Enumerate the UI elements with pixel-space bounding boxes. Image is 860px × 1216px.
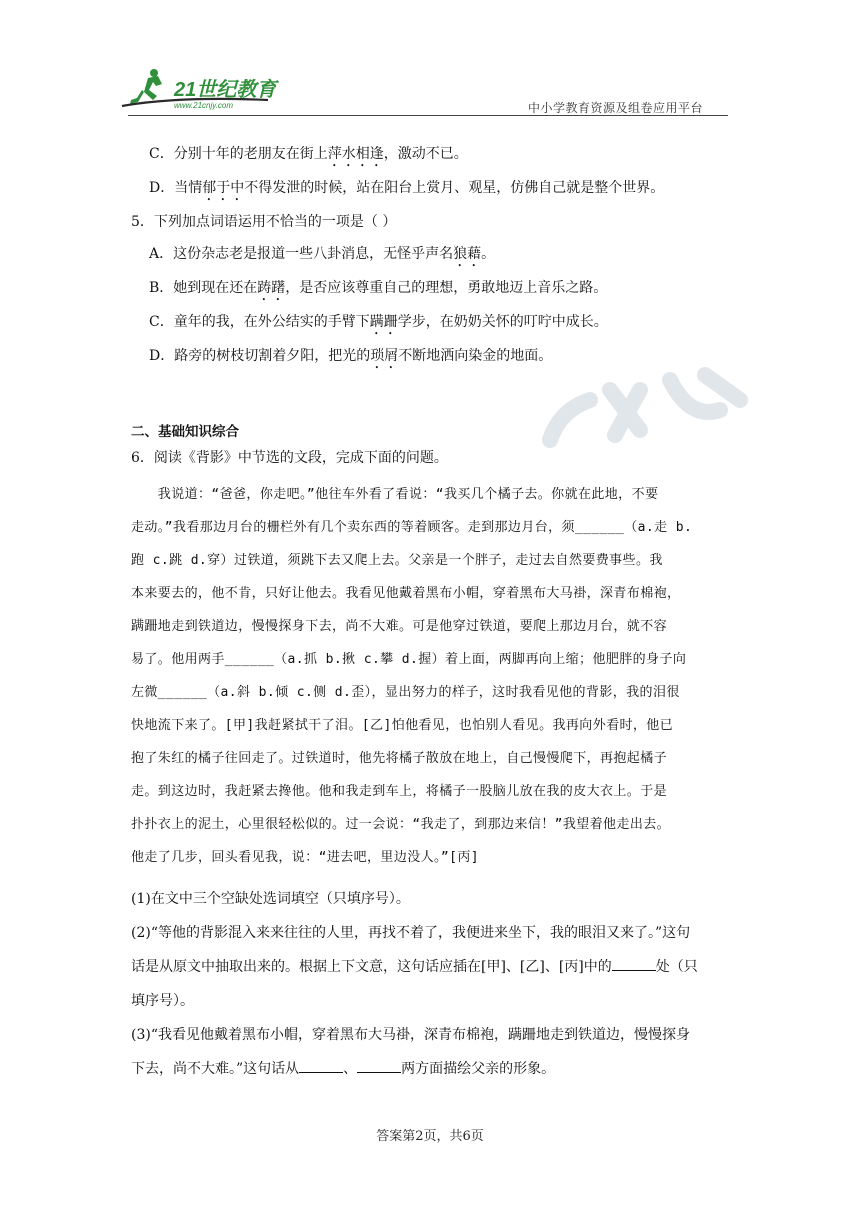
passage-line: 快地流下来了。[甲]我赶紧拭干了泪。[乙]怕他看见，也怕别人看见。我再向外看时，他已 xyxy=(131,718,674,733)
passage-line: 他走了几步，回头看见我，说：“进去吧，里边没人。”[丙] xyxy=(131,850,480,865)
q5-stem: 5．下列加点词语运用不恰当的一项是（ ） xyxy=(131,214,397,230)
answer-blank[interactable] xyxy=(357,1060,401,1073)
watermark-graphic xyxy=(520,360,760,460)
passage-line: 左微______（a.斜 b.倾 c.侧 d.歪），显出努力的样子，这时我看见他的背影，我的泪很 xyxy=(131,685,680,700)
logo-url: www.21cnjy.com xyxy=(174,101,233,110)
passage-line: 跑 c.跳 d.穿）过铁道，须跳下去又爬上去。父亲是一个胖子，走过去自然要费事些。我 xyxy=(131,553,663,568)
dotted-term: 琐屑 xyxy=(370,348,399,364)
passage-line: 走。到这边时，我赶紧去搀他。他和我走到车上，将橘子一股脑儿放在我的皮大衣上。于是 xyxy=(131,784,668,799)
passage-line: 走动。”我看那边月台的栅栏外有几个卖东西的等着顾客。走到那边月台，须______（a.走 b. xyxy=(131,520,693,535)
dotted-term: 萍水相逢 xyxy=(327,146,384,162)
platform-name: 中小学教育资源及组卷应用平台 xyxy=(528,101,704,115)
answer-blank[interactable] xyxy=(299,1060,343,1073)
q6-sub3-line1: (3)“我看见他戴着黑布小帽，穿着黑布大马褂，深青布棉袍，蹒跚地走到铁道边，慢慢探身 xyxy=(131,1027,690,1043)
q6-sub1: (1)在文中三个空缺处选词填空（只填序号）。 xyxy=(131,891,410,907)
q6-sub2-line2: 话是从原文中抽取出来的。根据上下文意，这句话应插在[甲]、[乙]、[丙]中的 处（只 xyxy=(131,959,698,975)
q5-option-a: A．这份杂志老是报道一些八卦消息，无怪乎声名狼藉。 xyxy=(149,246,496,262)
site-logo xyxy=(118,66,293,112)
dotted-term: 蹒跚 xyxy=(369,314,398,330)
page-footer: 答案第2页，共6页 xyxy=(376,1129,484,1144)
q6-sub2-line1: (2)“等他的背影混入来来往往的人里，再找不着了，我便进来坐下，我的眼泪又来了。”这句 xyxy=(131,925,691,941)
section-title: 二、基础知识综合 xyxy=(131,424,239,440)
passage-line: 我说道：“爸爸，你走吧。”他往车外看了看说：“我买几个橘子去。你就在此地，不要 xyxy=(131,487,659,502)
q6-stem: 6．阅读《背影》中节选的文段，完成下面的问题。 xyxy=(131,450,448,466)
q6-sub2-line3: 填序号）。 xyxy=(131,993,194,1009)
q5-option-d: D．路旁的树枝切割着夕阳，把光的琐屑不断地洒向染金的地面。 xyxy=(149,348,553,364)
q4-option-d: D．当情郁于中不得发泄的时候，站在阳台上赏月、观星，仿佛自己就是整个世界。 xyxy=(149,180,665,196)
passage-line: 易了。他用两手______（a.抓 b.揪 c.攀 d.握）着上面，两脚再向上缩；他肥胖的身子向 xyxy=(131,652,687,667)
header-divider xyxy=(128,115,728,116)
passage-line: 扑扑衣上的泥土，心里很轻松似的。过一会说：“我走了，到那边来信！”我望着他走出去。 xyxy=(131,817,671,832)
dotted-term: 踌躇 xyxy=(257,280,286,296)
answer-blank[interactable] xyxy=(612,958,656,971)
dotted-term: 狼藉 xyxy=(453,246,482,262)
q6-sub3-line2: 下去，尚不大难。”这句话从 、 两方面描绘父亲的形象。 xyxy=(131,1061,556,1077)
passage-line: 本来要去的，他不肯，只好让他去。我看见他戴着黑布小帽，穿着黑布大马褂，深青布棉袍， xyxy=(131,586,681,601)
dotted-term: 郁于中 xyxy=(202,180,245,196)
q4-option-c: C．分别十年的老朋友在街上萍水相逢，激动不已。 xyxy=(149,146,468,162)
page-header xyxy=(0,0,860,125)
q5-option-c: C．童年的我，在外公结实的手臂下蹒跚学步，在奶奶关怀的叮咛中成长。 xyxy=(149,314,608,330)
passage-line: 抱了朱红的橘子往回走了。过铁道时，他先将橘子散放在地上，自己慢慢爬下，再抱起橘子 xyxy=(131,751,668,766)
q5-option-b: B．她到现在还在踌躇，是否应该尊重自己的理想，勇敢地迈上音乐之路。 xyxy=(149,280,608,296)
passage-line: 蹒跚地走到铁道边，慢慢探身下去，尚不大难。可是他穿过铁道，要爬上那边月台，就不容 xyxy=(131,619,668,634)
logo-text: 21世纪教育 xyxy=(174,79,277,101)
